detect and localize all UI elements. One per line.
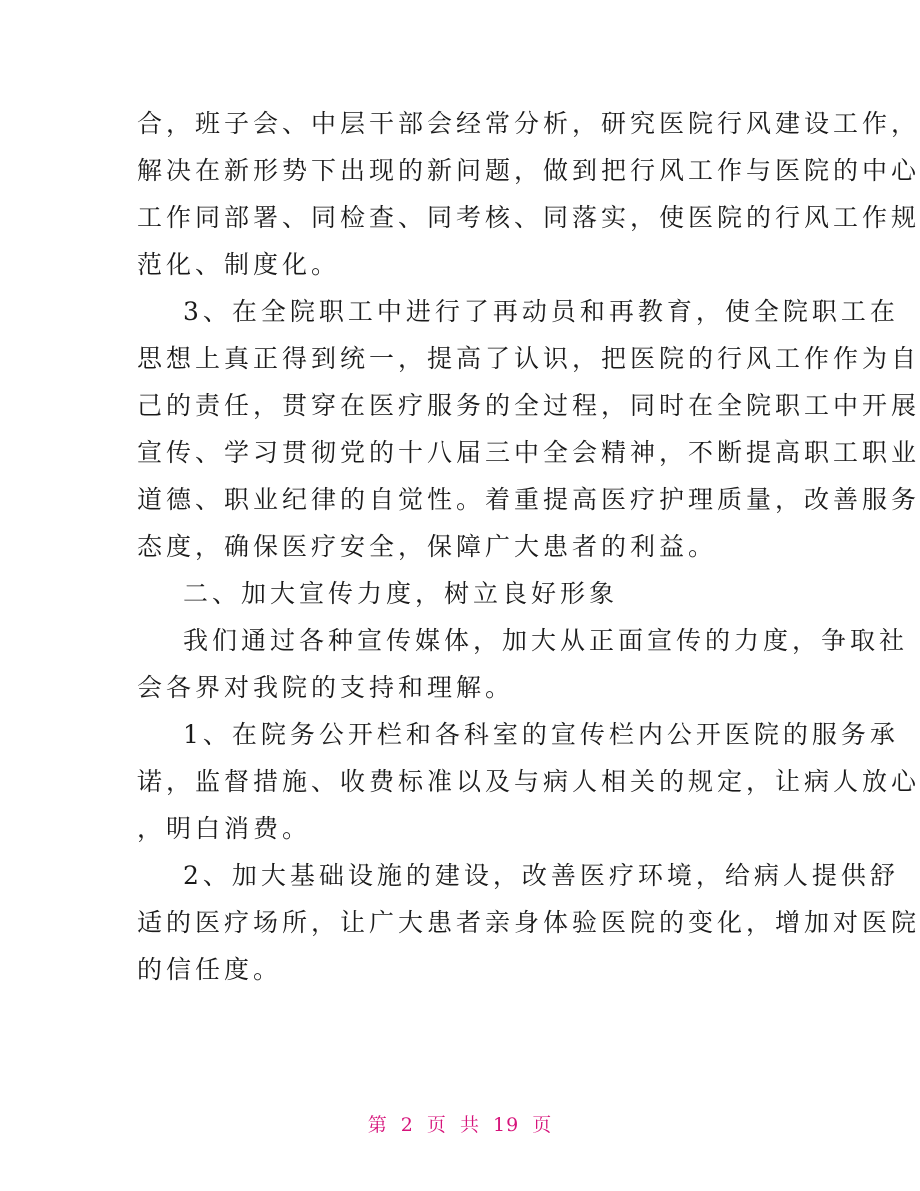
body-line: 态度，确保医疗安全，保障广大患者的利益。 xyxy=(137,532,718,561)
body-line: 范化、制度化。 xyxy=(137,250,341,279)
body-line: 合，班子会、中层干部会经常分析，研究医院行风建设工作， xyxy=(137,109,920,138)
body-line: 1、在院务公开栏和各科室的宣传栏内公开医院的服务承 xyxy=(183,720,899,749)
page-number-footer: 第 2 页 共 19 页 xyxy=(367,1114,553,1136)
body-line: 工作同部署、同检查、同考核、同落实，使医院的行风工作规 xyxy=(137,203,920,232)
body-line: 解决在新形势下出现的新问题，做到把行风工作与医院的中心 xyxy=(137,156,920,185)
body-line: 道德、职业纪律的自觉性。着重提高医疗护理质量，改善服务 xyxy=(137,485,920,514)
body-line: 己的责任，贯穿在医疗服务的全过程，同时在全院职工中开展 xyxy=(137,391,920,420)
body-line: 适的医疗场所，让广大患者亲身体验医院的变化，增加对医院 xyxy=(137,908,920,937)
body-line: 的信任度。 xyxy=(137,955,283,984)
body-line: 3、在全院职工中进行了再动员和再教育，使全院职工在 xyxy=(183,297,899,326)
body-line: 诺，监督措施、收费标准以及与病人相关的规定，让病人放心 xyxy=(137,767,920,796)
body-line: 宣传、学习贯彻党的十八届三中全会精神，不断提高职工职业 xyxy=(137,438,920,467)
body-line: 我们通过各种宣传媒体，加大从正面宣传的力度，争取社 xyxy=(183,626,909,655)
section-heading: 二、加大宣传力度，树立良好形象 xyxy=(183,579,619,608)
body-line: 思想上真正得到统一，提高了认识，把医院的行风工作作为自 xyxy=(137,344,920,373)
body-line: 2、加大基础设施的建设，改善医疗环境，给病人提供舒 xyxy=(183,861,899,890)
body-line: 会各界对我院的支持和理解。 xyxy=(137,673,515,702)
body-line: ，明白消费。 xyxy=(137,814,312,843)
